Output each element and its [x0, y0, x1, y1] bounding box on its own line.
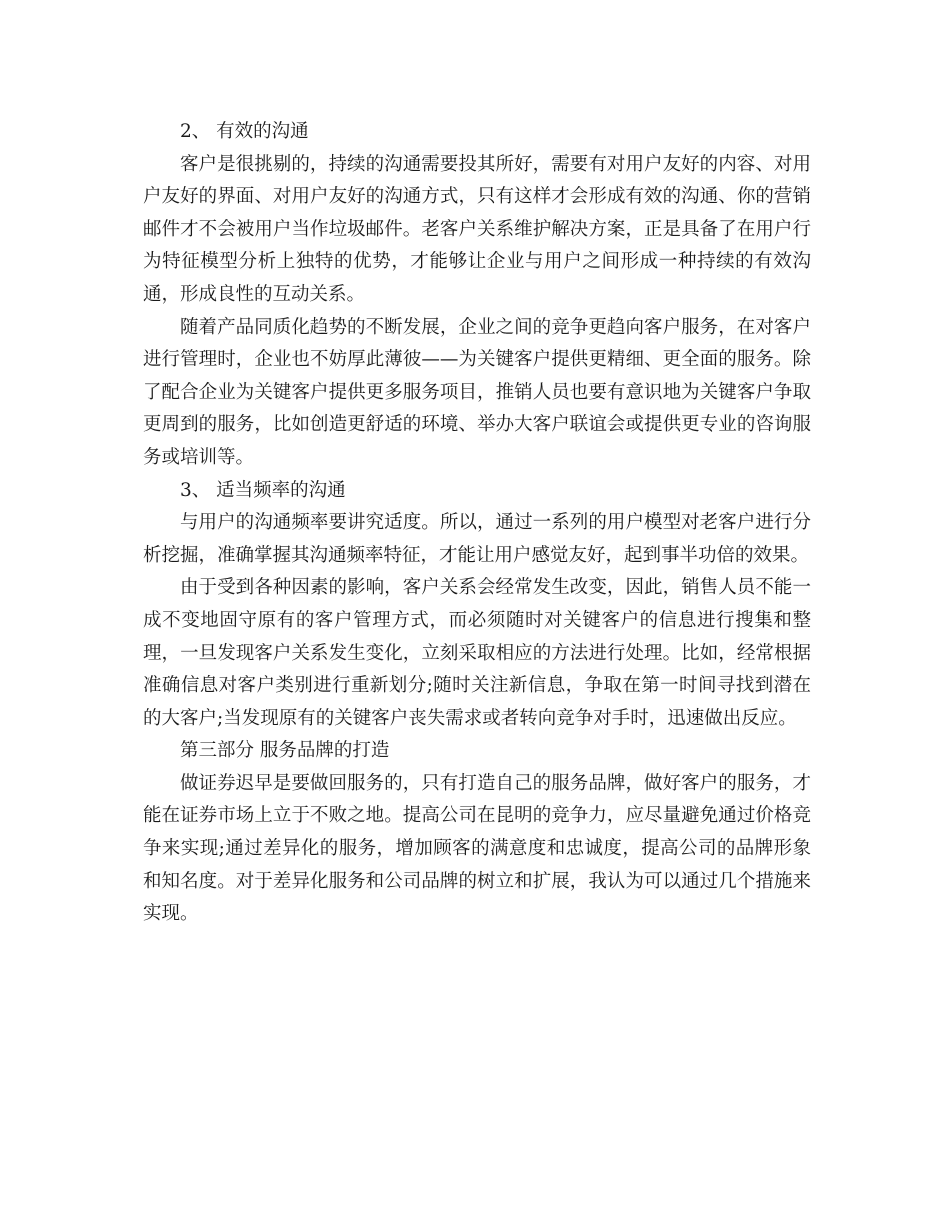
paragraph: 随着产品同质化趋势的不断发展，企业之间的竞争更趋向客户服务，在对客户进行管理时，企业也不妨厚此薄彼——为关键客户提供更精细、更全面的服务。除了配合企业为关键客户提供更多服务项目，推销人员也要有意识地为关键客户争取更周到的服务，比如创造更舒适的环境、举办大客户联谊会或提供更专业的咨询服务或培训等。	[143, 316, 811, 468]
section-heading-service-brand: 第三部分 服务品牌的打造	[180, 740, 390, 762]
section-heading-effective-communication: 2、 有效的沟通	[180, 121, 309, 142]
section-heading-appropriate-frequency: 3、 适当频率的沟通	[180, 479, 346, 501]
paragraph: 由于受到各种因素的影响，客户关系会经常发生改变，因此，销售人员不能一成不变地固守原有的客户管理方式，而必须随时对关键客户的信息进行搜集和整理，一旦发现客户关系发生变化，立刻采取相应的方法进行处理。比如，经常根据准确信息对客户类别进行重新划分;随时关注新信息，争取在第一时间寻找到潜在的大客户;当发现原有的关键客户丧失需求或者转向竞争对手时，迅速做出反应。	[143, 577, 811, 729]
paragraph: 做证券迟早是要做回服务的，只有打造自己的服务品牌，做好客户的服务，才能在证券市场上立于不败之地。提高公司在昆明的竞争力，应尽量避免通过价格竞争来实现;通过差异化的服务，增加顾客的满意度和忠诚度，提高公司的品牌形象和知名度。对于差异化服务和公司品牌的树立和扩展，我认为可以通过几个措施来实现。	[143, 772, 811, 925]
document-body	[143, 116, 811, 931]
paragraph: 与用户的沟通频率要讲究适度。所以，通过一系列的用户模型对老客户进行分析挖掘，准确掌握其沟通频率特征，才能让用户感觉友好，起到事半功倍的效果。	[143, 512, 811, 566]
paragraph: 客户是很挑剔的，持续的沟通需要投其所好，需要有对用户友好的内容、对用户友好的界面、对用户友好的沟通方式，只有这样才会形成有效的沟通、你的营销邮件才不会被用户当作垃圾邮件。老客户关系维护解决方案，正是具备了在用户行为特征模型分析上独特的优势，才能够让企业与用户之间形成一种持续的有效沟通，形成良性的互动关系。	[143, 153, 811, 305]
